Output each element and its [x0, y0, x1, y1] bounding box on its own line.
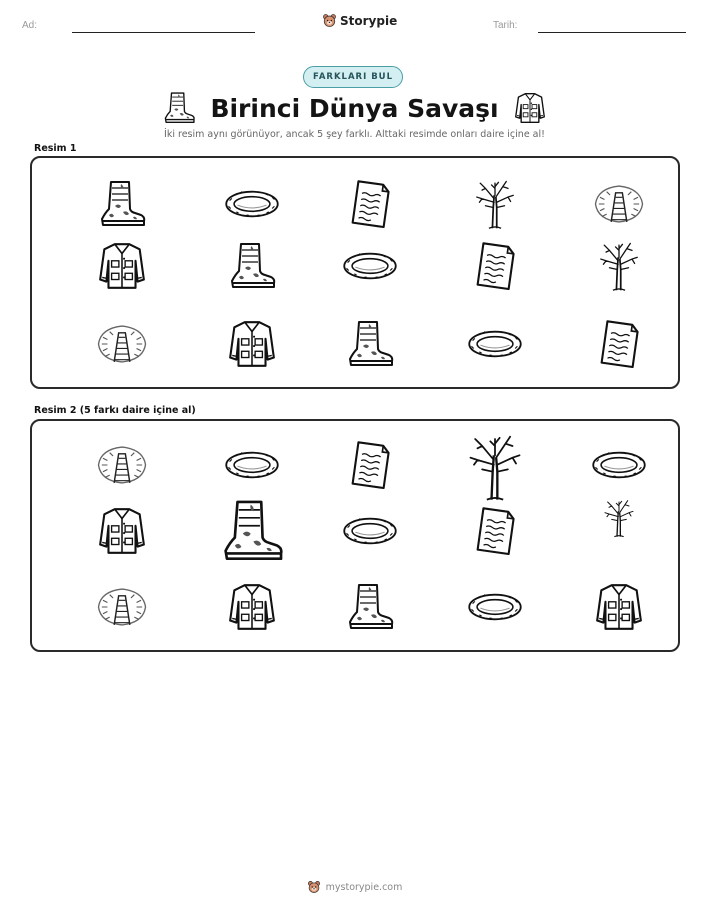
document-icon — [450, 236, 540, 296]
jacket-icon[interactable] — [77, 501, 167, 561]
boot-icon — [162, 91, 196, 125]
boot-icon — [325, 314, 415, 374]
trench-icon[interactable] — [77, 435, 167, 495]
picture2-panel[interactable] — [30, 419, 680, 652]
footer-url[interactable]: mystorypie.com — [325, 881, 403, 893]
tree-icon[interactable] — [574, 495, 664, 541]
bear-icon — [307, 880, 321, 894]
jacket-icon — [513, 91, 547, 125]
document-icon[interactable] — [325, 435, 415, 495]
tree-icon[interactable] — [450, 429, 540, 505]
title-row — [0, 90, 709, 126]
brand-logo — [322, 13, 397, 28]
document-icon — [574, 314, 664, 374]
date-line[interactable] — [538, 32, 686, 33]
jacket-icon — [77, 236, 167, 296]
crater-icon — [450, 314, 540, 374]
crater-icon[interactable] — [207, 435, 297, 495]
name-label: Ad: — [22, 20, 38, 31]
trench-icon — [77, 314, 167, 374]
activity-badge: FARKLARI BUL — [303, 66, 403, 88]
document-icon[interactable] — [450, 501, 540, 561]
trench-icon[interactable] — [77, 577, 167, 637]
crater-icon — [207, 174, 297, 234]
name-line[interactable] — [72, 32, 255, 33]
boot-icon — [207, 236, 297, 296]
date-label: Tarih: — [493, 20, 518, 31]
brand-name: Storypie — [340, 13, 398, 28]
boot-icon[interactable] — [207, 495, 297, 567]
jacket-icon[interactable] — [574, 577, 664, 637]
tree-icon — [574, 236, 664, 296]
trench-icon — [574, 174, 664, 234]
jacket-icon — [207, 314, 297, 374]
boot-icon[interactable] — [325, 577, 415, 637]
crater-icon[interactable] — [325, 501, 415, 561]
picture2-label: Resim 2 (5 farkı daire içine al) — [34, 405, 196, 416]
picture1-label: Resim 1 — [34, 143, 77, 154]
picture1-panel — [30, 156, 680, 389]
crater-icon[interactable] — [574, 435, 664, 495]
footer — [0, 880, 709, 894]
bear-icon — [322, 13, 337, 28]
boot-icon — [77, 174, 167, 234]
crater-icon[interactable] — [450, 577, 540, 637]
tree-icon — [450, 174, 540, 234]
instructions: İki resim aynı görünüyor, ancak 5 şey farklı. Alttaki resimde onları daire içine al! — [164, 129, 545, 140]
page-title: Birinci Dünya Savaşı — [210, 93, 499, 123]
document-icon — [325, 174, 415, 234]
crater-icon — [325, 236, 415, 296]
jacket-icon[interactable] — [207, 577, 297, 637]
